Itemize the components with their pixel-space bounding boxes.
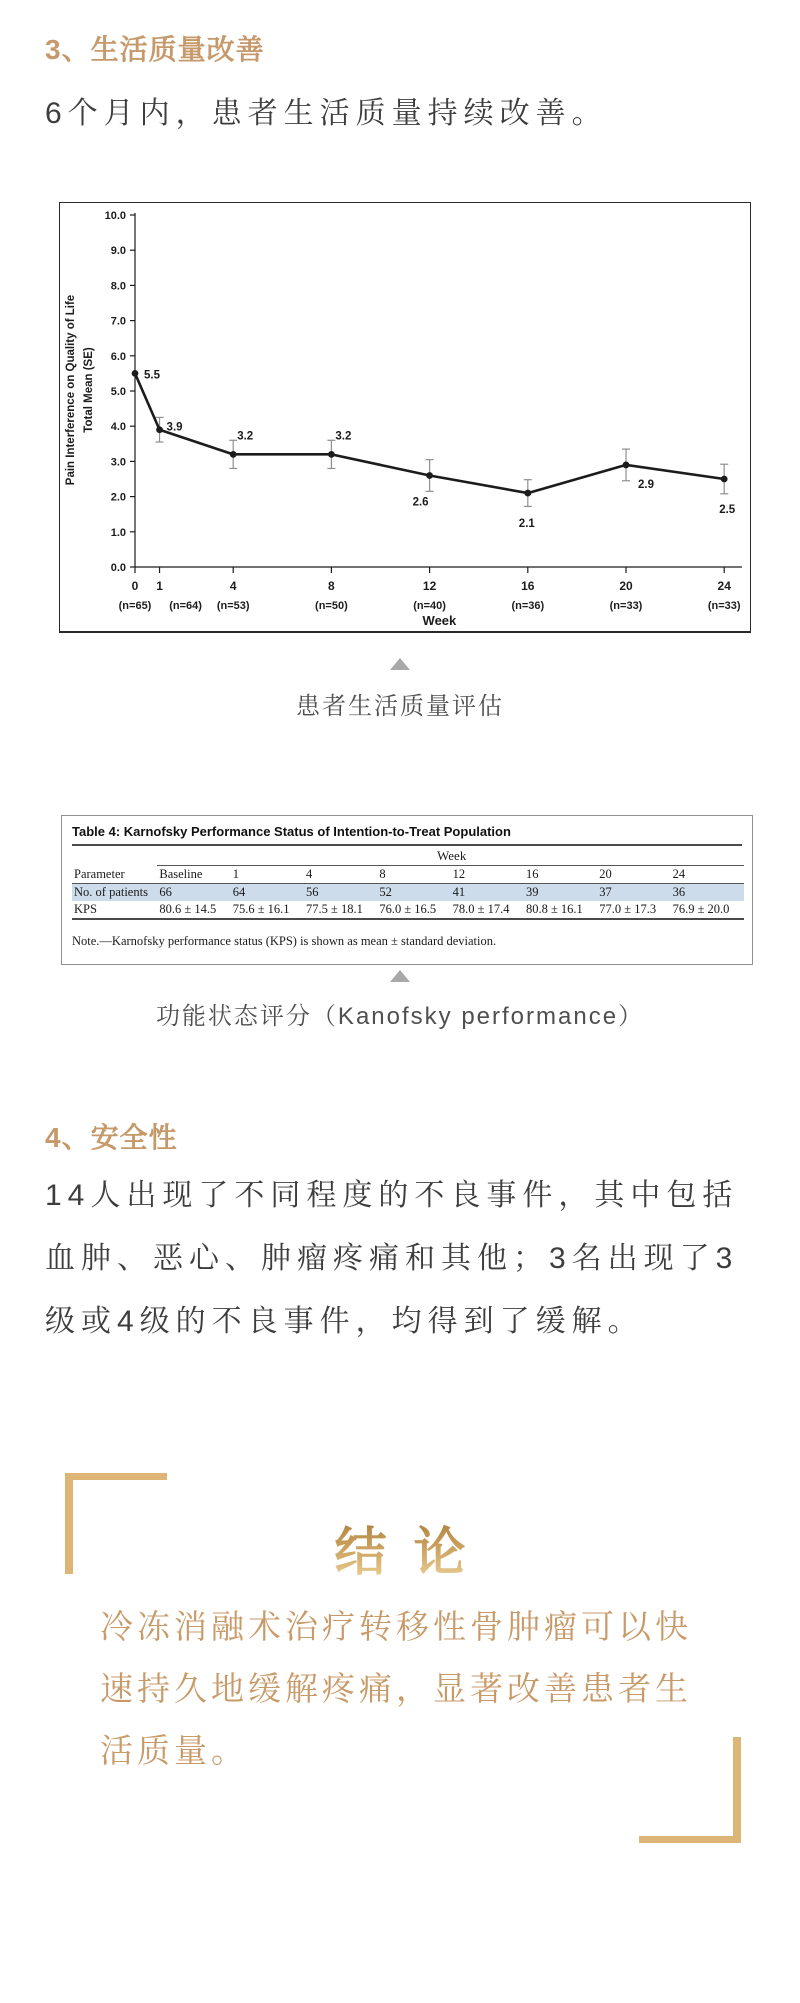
svg-text:7.0: 7.0 [110,315,126,328]
table-cell: Week [157,847,744,866]
table-cell: 37 [597,884,670,902]
table-header-row [72,866,744,884]
conclusion-line: 冷冻消融术治疗转移性骨肿瘤可以快 [100,1608,692,1645]
svg-text:(n=65): (n=65) [118,600,152,612]
safety-line: 14人出现了不同程度的不良事件，其中包括 [45,1179,739,1212]
svg-text:3.9: 3.9 [166,421,183,434]
svg-text:2.0: 2.0 [110,491,126,504]
safety-line: 血肿、恶心、肿瘤疼痛和其他；3名出现了3 [45,1242,739,1275]
table-title: Table 4: Karnofsky Performance Status of Intention-to-Treat Population [72,824,511,839]
svg-text:3.0: 3.0 [110,456,126,469]
table-cell: 80.6 ± 14.5 [157,901,230,919]
svg-text:Week: Week [422,613,457,628]
svg-text:16: 16 [521,579,535,593]
table-cell: KPS [72,901,157,919]
section-heading-safety: 4、安全性 [45,1122,178,1153]
svg-text:3.2: 3.2 [335,430,352,443]
svg-text:9.0: 9.0 [110,245,126,258]
conclusion-paragraph [100,1596,748,1782]
pain-interference-line-chart [59,202,751,633]
svg-text:(n=33): (n=33) [609,600,643,612]
table-cell: 77.5 ± 18.1 [304,901,377,919]
svg-text:24: 24 [717,579,731,593]
conclusion-title-wrap [0,1510,800,1585]
svg-text:(n=53): (n=53) [216,600,250,612]
table-cell: 64 [231,884,304,902]
svg-text:10.0: 10.0 [104,210,126,222]
table-cell: 20 [597,866,670,884]
svg-text:3.2: 3.2 [237,430,254,443]
svg-text:0: 0 [131,579,139,593]
svg-text:(n=33): (n=33) [707,600,741,612]
table-cell: 80.8 ± 16.1 [524,901,597,919]
table-cell: 76.9 ± 20.0 [671,901,744,919]
table-cell: 12 [451,866,524,884]
corner-bracket-bottom-right [733,1737,741,1843]
svg-text:0.0: 0.0 [110,562,126,574]
table-cell: 8 [377,866,450,884]
svg-text:8: 8 [328,579,335,593]
table-cell: 78.0 ± 17.4 [451,901,524,919]
safety-line: 级或4级的不良事件，均得到了缓解。 [45,1305,644,1338]
table-cell: Parameter [72,866,157,884]
table-row [72,884,744,902]
svg-text:(n=40): (n=40) [413,600,446,612]
karnofsky-table [61,815,753,965]
svg-text:2.1: 2.1 [518,518,535,531]
triangle-up-icon [390,970,410,982]
svg-text:6.0: 6.0 [110,350,126,363]
table-cell: Baseline [157,866,230,884]
table-cell: 52 [377,884,450,902]
table-cell: 77.0 ± 17.3 [597,901,670,919]
table-cell: 36 [671,884,744,902]
table-cell: 39 [524,884,597,902]
table-cell: 24 [671,866,744,884]
table-cell: 56 [304,884,377,902]
table-cell: 16 [524,866,597,884]
svg-text:2.5: 2.5 [719,504,736,516]
svg-text:4: 4 [229,579,237,593]
table-cell [72,847,157,866]
corner-bracket-bottom-right [639,1836,741,1843]
table-cell: 41 [451,884,524,902]
table-cell: 1 [231,866,304,884]
table-note: Note.—Karnofsky performance status (KPS) is shown as mean ± standard deviation. [72,934,497,948]
svg-text:5.0: 5.0 [110,386,126,398]
table-cell: No. of patients [72,884,157,902]
conclusion-line: 速持久地缓解疼痛，显著改善患者生 [100,1670,692,1707]
svg-text:(n=50): (n=50) [315,600,348,612]
table-cell: 66 [157,884,230,902]
table-title-rule [72,844,742,846]
corner-bracket-top-left [65,1473,167,1480]
svg-text:8.0: 8.0 [110,280,126,293]
svg-text:20: 20 [619,579,633,593]
svg-text:4.0: 4.0 [110,421,126,434]
table-caption: 功能状态评分（Kanofsky performance） [155,1003,645,1030]
table-cell: 76.0 ± 16.5 [377,901,450,919]
svg-text:(n=36): (n=36) [511,600,545,612]
triangle-up-icon [390,658,410,670]
kps-data-grid [72,847,744,920]
table-row [72,901,744,919]
svg-text:12: 12 [422,579,437,593]
conclusion-line: 活质量。 [100,1732,248,1769]
table-cell: 75.6 ± 16.1 [231,901,304,919]
svg-text:2.9: 2.9 [638,478,654,491]
table-week-row [72,847,744,866]
section-heading-quality-of-life: 3、生活质量改善 [45,34,265,65]
svg-text:1: 1 [156,579,163,593]
svg-text:(n=64): (n=64) [169,600,202,612]
svg-text:2.6: 2.6 [412,496,429,509]
chart-caption: 患者生活质量评估 [296,693,504,720]
conclusion-title: 结 论 [334,1510,465,1585]
quality-of-life-paragraph: 6个月内，患者生活质量持续改善。 [45,97,608,130]
svg-text:5.5: 5.5 [144,369,160,382]
svg-text:Total Mean (SE): Total Mean (SE) [83,347,95,433]
svg-text:Pain Interference on Quality o: Pain Interference on Quality of Life [65,294,77,486]
svg-text:1.0: 1.0 [110,526,126,539]
safety-paragraph [45,1164,738,1353]
table-cell: 4 [304,866,377,884]
chart-svg [60,203,750,631]
